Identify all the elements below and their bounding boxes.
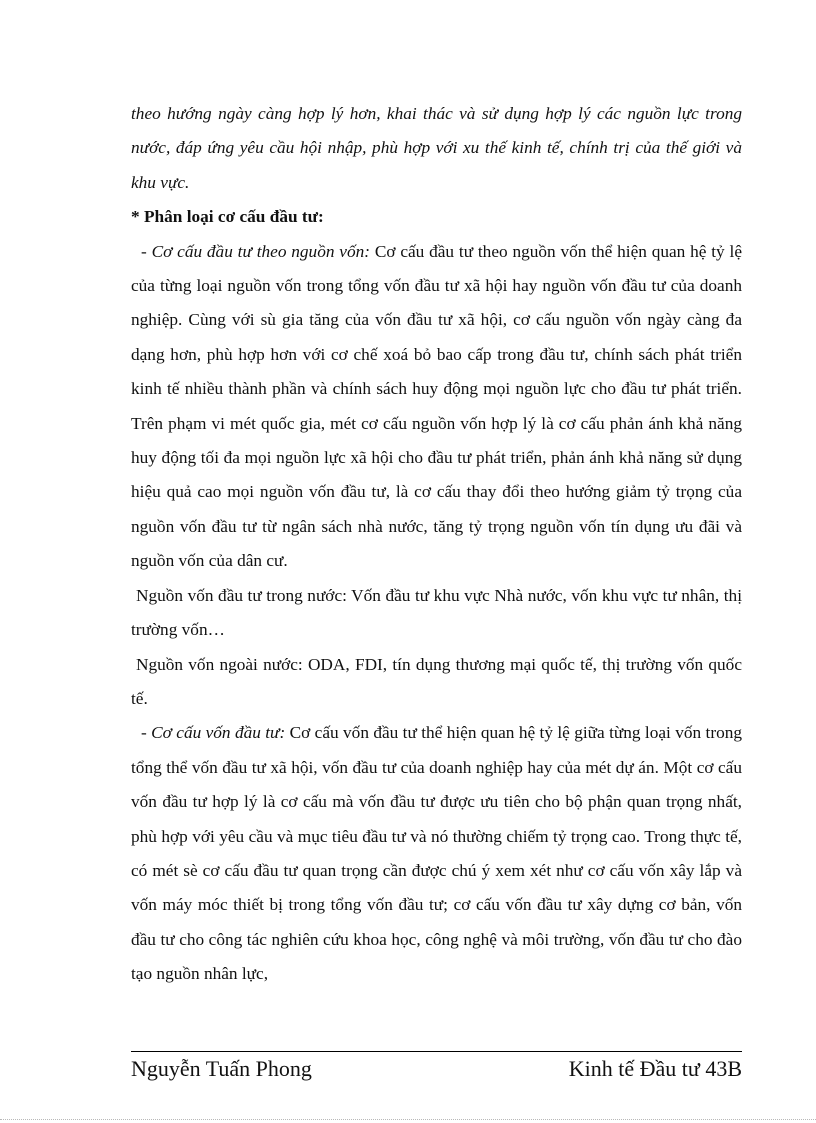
capital-structure-text: Cơ cấu vốn đầu tư thể hiện quan hệ tỷ lệ giữa từng loại vốn trong tổng thể vốn đầu tư xã hội, vốn đầu tư của doanh nghiệp hay của mét dự án. Một cơ cấu vốn đầu tư hợp lý là cơ cấu mà vốn đầu tư được ưu tiên cho bộ phận quan trọng nhất, phù hợp với yêu cầu và mục tiêu đầu tư và nó thường chiếm tỷ trọng cao. Trong thực tế, có mét sè cơ cấu đầu tư quan trọng cần được chú ý xem xét như cơ cấu vốn xây lắp và vốn máy móc thiết bị trong tổng vốn đầu tư; cơ cấu vốn đầu tư xây dựng cơ bản, vốn đầu tư cho công tác nghiên cứu khoa học, công nghệ và môi trường, vốn đầu tư cho đào tạo nguồn nhân lực, <box>131 723 742 984</box>
footer-class-name: Kinh tế Đầu tư 43B <box>568 1056 742 1081</box>
section-heading: * Phân loại cơ cấu đầu tư: <box>131 207 324 227</box>
paragraph-domestic-sources: Nguồn vốn đầu tư trong nước: Vốn đầu tư khu vực Nhà nước, vốn khu vực tư nhân, thị trường vốn… <box>131 585 742 640</box>
page-footer <box>131 1053 742 1085</box>
capital-structure-lead: - Cơ cấu vốn đầu tư: <box>141 723 286 743</box>
intro-paragraph: theo hướng ngày càng hợp lý hơn, khai thác và sử dụng hợp lý các nguồn lực trong nước, đáp ứng yêu cầu hội nhập, phù hợp với xu thế kinh tế, chính trị của thế giới và khu vực. <box>131 104 742 192</box>
paragraph-foreign-sources: Nguồn vốn ngoài nước: ODA, FDI, tín dụng thương mại quốc tế, thị trường vốn quốc tế. <box>131 654 742 708</box>
footer-divider <box>131 1051 742 1052</box>
funding-source-structure-text: Cơ cấu đầu tư theo nguồn vốn thể hiện quan hệ tỷ lệ của từng loại nguồn vốn trong tổng vốn đầu tư xã hội hay nguồn vốn đầu tư của doanh nghiệp. Cùng với sù gia tăng của vốn đầu tư xã hội, cơ cấu nguồn vốn ngày càng đa dạng hơn, phù hợp hơn với cơ chế xoá bỏ bao cấp trong đầu tư, chính sách phát triển kinh tế nhiều thành phần và chính sách huy động mọi nguồn lực cho đầu tư phát triển. Trên phạm vi mét quốc gia, mét cơ cấu nguồn vốn hợp lý là cơ cấu phản ánh khả năng huy động tối đa mọi nguồn lực xã hội cho đầu tư phát triển, phản ánh khả năng sử dụng hiệu quả cao mọi nguồn vốn đầu tư, là cơ cấu thay đổi theo hướng giảm tỷ trọng của nguồn vốn đầu tư từ ngân sách nhà nước, tăng tỷ trọng nguồn vốn tín dụng ưu đãi và nguồn vốn của dân cư. <box>131 241 742 571</box>
document-body <box>131 97 742 992</box>
footer-author: Nguyễn Tuấn Phong <box>131 1056 312 1081</box>
page-bottom-border <box>0 1119 816 1120</box>
paragraph-funding-source-structure <box>131 235 742 579</box>
funding-source-structure-lead: - Cơ cấu đầu tư theo nguồn vốn: <box>141 241 371 261</box>
paragraph-capital-structure <box>131 716 742 991</box>
